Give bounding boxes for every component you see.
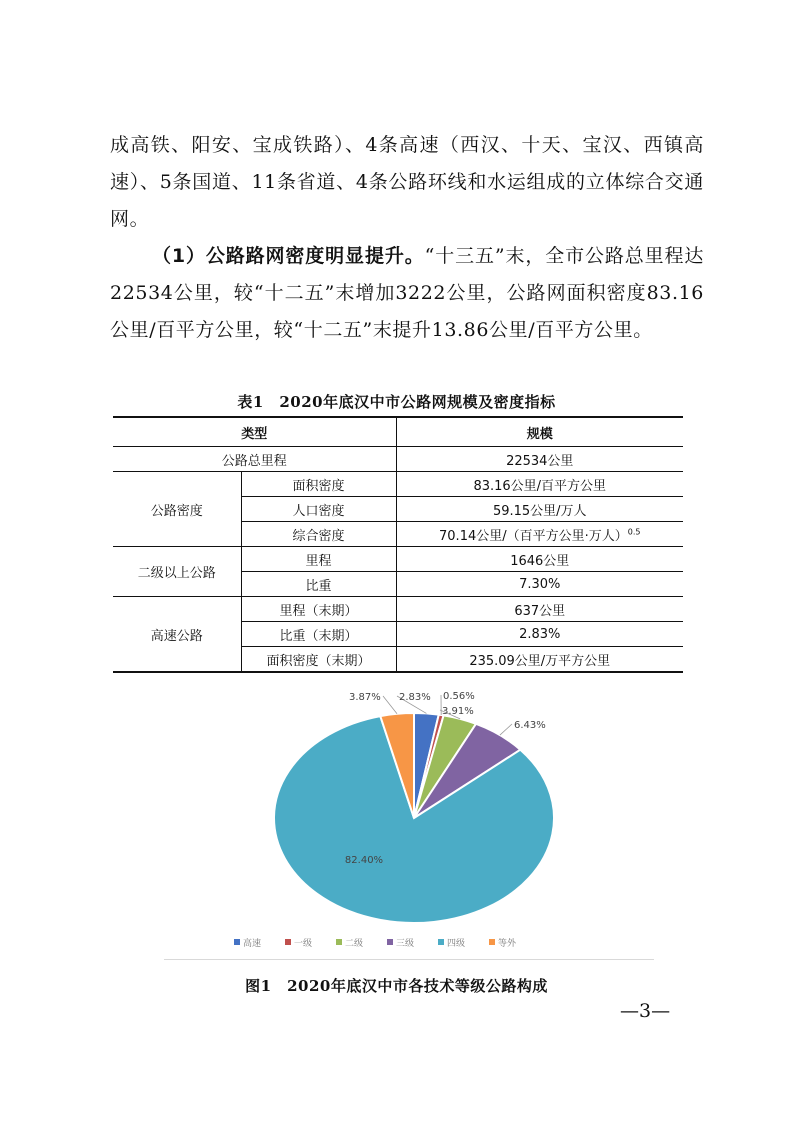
- paragraph-intro: 成高铁、阳安、宝成铁路）、4条高速（西汉、十天、宝汉、西镇高速）、5条国道、11条省道、4条公路环线和水运组成的立体综合交通网。: [110, 134, 704, 230]
- paragraph-body: “十三五”末，全市公路总里程达22534公里，较“十二五”末增加3222公里，公路网面积密度83.16公里/百平方公里，较“十二五”末提升13.86公里/百平方公里。: [110, 245, 704, 341]
- group-label: 二级以上公路: [113, 547, 241, 597]
- row-value: 637公里: [396, 597, 683, 622]
- legend-label: 三级: [396, 939, 415, 949]
- table-caption: 表1 2020年底汉中市公路网规模及密度指标: [237, 393, 556, 411]
- table-row: [113, 597, 683, 622]
- row-value: 59.15公里/万人: [396, 497, 683, 522]
- row-value: 83.16公里/百平方公里: [396, 472, 683, 497]
- legend-swatch: [285, 939, 291, 945]
- row-label: 比重: [241, 572, 396, 597]
- figure-caption: 图1 2020年底汉中市各技术等级公路构成: [245, 977, 548, 995]
- row-label: 里程: [241, 547, 396, 572]
- data-label: 6.43%: [514, 720, 546, 731]
- table-row: [113, 547, 683, 572]
- row-value: 22534公里: [396, 447, 683, 472]
- data-label: 2.83%: [399, 692, 431, 703]
- group-label: 高速公路: [113, 597, 241, 673]
- row-value: 7.30%: [396, 572, 683, 597]
- data-label: 0.56%: [443, 691, 475, 702]
- row-label: 面积密度: [241, 472, 396, 497]
- data-label: 3.91%: [442, 706, 474, 717]
- road-network-table: [113, 416, 683, 673]
- value-superscript: 0.5: [627, 527, 641, 537]
- legend-swatch: [387, 939, 393, 945]
- pie-chart: [164, 688, 654, 960]
- row-value: 235.09公里/万平方公里: [396, 647, 683, 673]
- row-label: 里程（末期）: [241, 597, 396, 622]
- legend-label: 等外: [498, 939, 517, 949]
- page-number: —3—: [620, 1000, 671, 1022]
- header-type: 类型: [113, 417, 396, 447]
- value-text: 70.14公里/（百平方公里·万人）: [439, 528, 628, 544]
- row-label: 公路总里程: [113, 447, 396, 472]
- row-value: 1646公里: [396, 547, 683, 572]
- row-label: 综合密度: [241, 522, 396, 547]
- data-label: 82.40%: [344, 855, 384, 866]
- legend-label: 二级: [345, 939, 364, 949]
- pie-chart-container: [164, 688, 654, 960]
- legend-swatch: [438, 939, 444, 945]
- table-row: [113, 447, 683, 472]
- data-label: 3.87%: [349, 692, 381, 703]
- leader-line: [500, 724, 512, 735]
- legend-swatch: [489, 939, 495, 945]
- legend-swatch: [336, 939, 342, 945]
- paragraph-heading: （1）公路路网密度明显提升。: [152, 245, 425, 267]
- legend-label: 高速: [243, 939, 262, 949]
- row-label: 面积密度（末期）: [241, 647, 396, 673]
- group-label: 公路密度: [113, 472, 241, 547]
- header-scale: 规模: [396, 417, 683, 447]
- row-label: 比重（末期）: [241, 622, 396, 647]
- row-value: 2.83%: [396, 622, 683, 647]
- row-value: [396, 522, 683, 547]
- table-header-row: [113, 417, 683, 447]
- legend-label: 一级: [294, 939, 313, 949]
- legend-label: 四级: [447, 939, 466, 949]
- row-label: 人口密度: [241, 497, 396, 522]
- legend-swatch: [234, 939, 240, 945]
- leader-line: [383, 696, 397, 714]
- table-row: [113, 472, 683, 497]
- paragraph-road-density: [110, 238, 704, 349]
